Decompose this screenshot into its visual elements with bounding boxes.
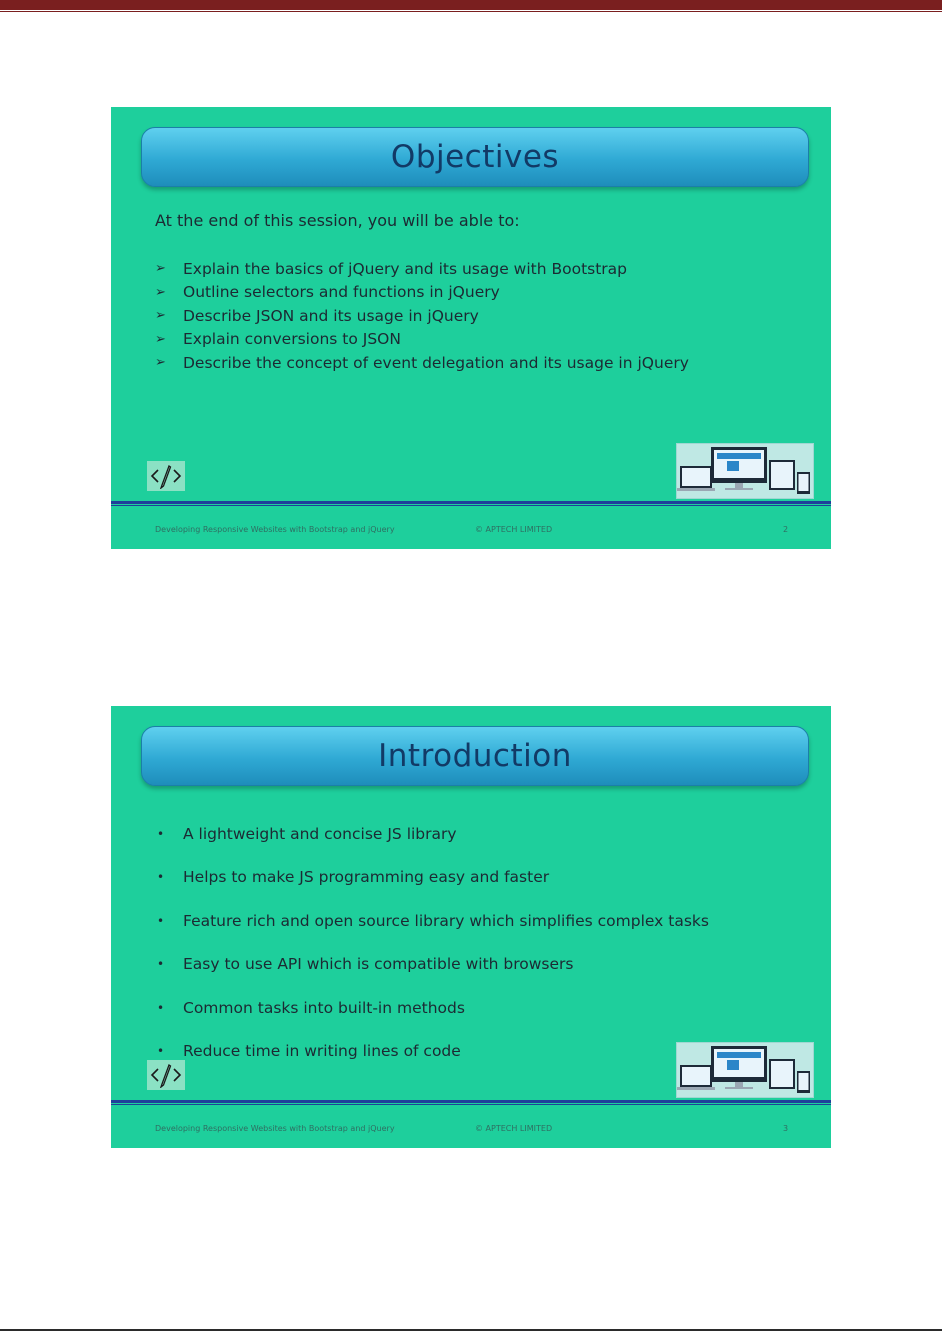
slide-title: Introduction bbox=[378, 738, 572, 774]
bullet-icon: • bbox=[157, 957, 165, 972]
arrow-bullet-icon: ➢ bbox=[155, 261, 166, 277]
slide-introduction bbox=[111, 706, 831, 1148]
responsive-devices-image bbox=[676, 443, 814, 499]
bullet-icon: • bbox=[157, 1044, 165, 1059]
list-item: • A lightweight and concise JS library bbox=[157, 824, 457, 843]
code-pen-icon bbox=[147, 461, 185, 491]
list-item: ➢ Outline selectors and functions in jQuery bbox=[155, 283, 500, 302]
responsive-devices-image bbox=[676, 1042, 814, 1098]
footer-copyright: © APTECH LIMITED bbox=[475, 1124, 553, 1133]
arrow-bullet-icon: ➢ bbox=[155, 284, 166, 300]
arrow-bullet-icon: ➢ bbox=[155, 308, 166, 324]
slide-number: 2 bbox=[783, 525, 789, 534]
objectives-list bbox=[155, 257, 689, 375]
list-item: • Easy to use API which is compatible with browsers bbox=[157, 955, 574, 974]
code-pen-icon bbox=[147, 1060, 185, 1090]
bullet-icon: • bbox=[157, 870, 165, 885]
footer-divider bbox=[111, 505, 831, 506]
list-item: ➢ Explain conversions to JSON bbox=[155, 330, 401, 349]
introduction-list bbox=[155, 812, 709, 1073]
slide-intro-text: At the end of this session, you will be able to: bbox=[155, 211, 520, 230]
arrow-bullet-icon: ➢ bbox=[155, 355, 166, 371]
footer-divider bbox=[111, 1104, 831, 1105]
page-footer-rule bbox=[0, 1329, 942, 1331]
slide-title: Objectives bbox=[390, 139, 560, 175]
footer-divider bbox=[111, 1100, 831, 1103]
bullet-icon: • bbox=[157, 913, 165, 928]
list-item: • Helps to make JS programming easy and faster bbox=[157, 868, 550, 887]
slide-number: 3 bbox=[783, 1124, 789, 1133]
list-item: • Feature rich and open source library which simplifies complex tasks bbox=[157, 911, 709, 930]
slide-objectives bbox=[111, 107, 831, 549]
slide-footer bbox=[111, 501, 831, 549]
slide-title-bar bbox=[141, 726, 809, 786]
footer-course-title: Developing Responsive Websites with Bootstrap and jQuery bbox=[155, 1124, 395, 1133]
list-item: ➢ Explain the basics of jQuery and its usage with Bootstrap bbox=[155, 259, 628, 278]
bullet-icon: • bbox=[157, 1000, 165, 1015]
footer-divider bbox=[111, 501, 831, 504]
list-item: • Common tasks into built-in methods bbox=[157, 998, 465, 1017]
slide-title-bar bbox=[141, 127, 809, 187]
footer-course-title: Developing Responsive Websites with Bootstrap and jQuery bbox=[155, 525, 395, 534]
footer-copyright: © APTECH LIMITED bbox=[475, 525, 553, 534]
page-header-rule bbox=[0, 0, 942, 10]
bullet-icon: • bbox=[157, 826, 165, 841]
arrow-bullet-icon: ➢ bbox=[155, 331, 166, 347]
slide-footer bbox=[111, 1100, 831, 1148]
list-item: ➢ Describe the concept of event delegation and its usage in jQuery bbox=[155, 353, 689, 372]
list-item: ➢ Describe JSON and its usage in jQuery bbox=[155, 306, 479, 325]
list-item: • Reduce time in writing lines of code bbox=[157, 1042, 461, 1061]
